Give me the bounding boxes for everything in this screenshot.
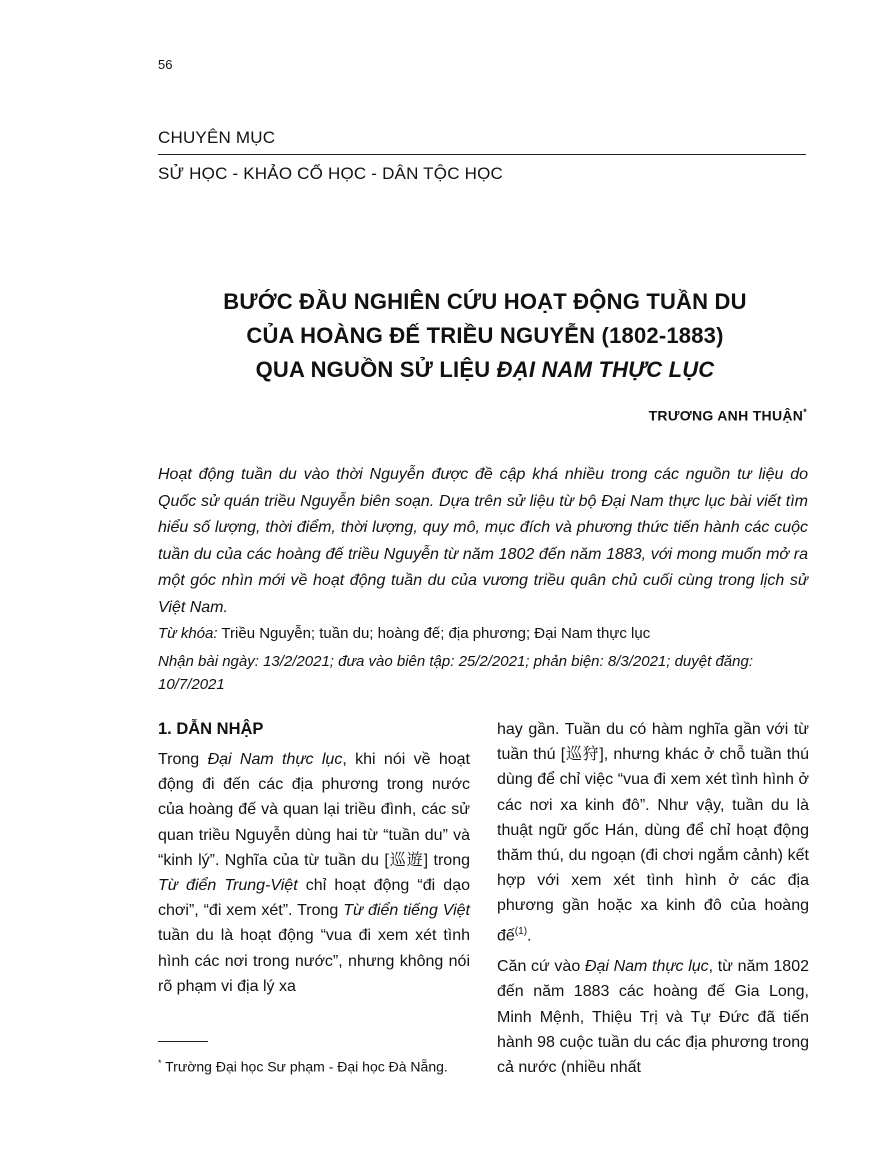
footnote-mark: * <box>158 1058 162 1068</box>
column-right <box>497 717 809 1086</box>
title-line-2: CỦA HOÀNG ĐẾ TRIỀU NGUYỄN (1802-1883) <box>246 323 724 348</box>
header-divider <box>158 154 806 155</box>
text-run-italic: Từ điển tiếng Việt <box>343 902 471 920</box>
text-run: , từ năm 1802 đến năm 1883 các hoàng đế Gia Long, Minh Mệnh, Thiệu Trị và Tự Đức đã tiến hành 98 cuộc tuần du các địa phương trong cả nước (nhiều nhất <box>497 958 810 1076</box>
footnote-divider <box>158 1041 208 1042</box>
text-run-italic: Đại Nam thực lục <box>207 751 343 768</box>
section-label: CHUYÊN MỤC <box>158 128 276 147</box>
text-run-italic: Từ điển Trung-Việt <box>158 877 298 895</box>
submission-dates: Nhận bài ngày: 13/2/2021; đưa vào biên tập: 25/2/2021; phản biện: 8/3/2021; duyệt đăng: 10/7/2021 <box>158 653 753 693</box>
article-title <box>150 285 820 387</box>
section-heading: 1. DẪN NHẬP <box>158 720 264 738</box>
footnote <box>158 1053 470 1077</box>
footnote-ref: (1) <box>514 925 528 937</box>
keywords-value: Triều Nguyễn; tuần du; hoàng đế; địa phương; Đại Nam thực lục <box>217 625 651 642</box>
page-number: 56 <box>158 57 173 72</box>
title-line-3-prefix: QUA NGUỒN SỬ LIỆU <box>255 357 497 382</box>
paragraph-1 <box>158 747 470 999</box>
text-run: Trong <box>158 751 208 768</box>
text-run: , khi nói về hoạt động đi đến các địa phương trong nước của hoàng đế và quan lại triều đình, các sử quan triều Nguyễn dùng hai từ “tuần du” và “kinh lý”. Nghĩa của từ tuần du [巡遊] trong <box>158 751 470 869</box>
section-name: SỬ HỌC - KHẢO CỔ HỌC - DÂN TỘC HỌC <box>158 164 503 183</box>
text-run: tuần du là hoạt động “vua đi xem xét tình hình các nơi trong nước”, nhưng không nói rõ phạm vi địa lý xa <box>158 927 470 995</box>
column-left <box>158 717 470 1005</box>
abstract: Hoạt động tuần du vào thời Nguyễn được đề cập khá nhiều trong các nguồn tư liệu do Quốc sử quán triều Nguyễn biên soạn. Dựa trên sử liệu từ bộ Đại Nam thực lục bài viết tìm hiểu số lượng, thời điểm, thời lượng, quy mô, mục đích và phương thức tiến hành các cuộc tuần du của các hoàng đế triều Nguyễn từ năm 1802 đến năm 1883, với mong muốn mở ra một góc nhìn mới về hoạt động tuần du của vương triều quân chủ cuối cùng trong lịch sử Việt Nam. <box>158 466 808 616</box>
author-footnote-mark: * <box>803 407 807 417</box>
title-line-1: BƯỚC ĐẦU NGHIÊN CỨU HOẠT ĐỘNG TUẦN DU <box>223 289 747 314</box>
text-run: Căn cứ vào <box>497 958 585 976</box>
text-run: . <box>527 926 532 944</box>
keywords <box>158 622 808 645</box>
paragraph-1-continued <box>497 717 809 948</box>
author <box>649 407 807 424</box>
text-run: chỉ hoạt động “đi dạo chơi”, “đi xem xét”. Trong <box>158 877 470 920</box>
keywords-label: Từ khóa: <box>158 625 218 642</box>
author-name: TRƯƠNG ANH THUẬN <box>648 407 804 424</box>
text-run-italic: Đại Nam thực lục <box>584 958 709 976</box>
title-source-name: ĐẠI NAM THỰC LỤC <box>496 357 715 382</box>
paragraph-2 <box>497 954 809 1080</box>
text-run: hay gần. Tuần du có hàm nghĩa gần với từ tuần thú [巡狩], nhưng khác ở chỗ tuần thú dùng để chỉ việc “vua đi xem xét tình hình ở các nơi xa kinh đô”. Như vậy, tuần du là thuật ngữ gốc Hán, dùng để chỉ hoạt động thăm thú, du ngoạn (đi chơi ngắm cảnh) kết hợp với xem xét tình hình ở các địa phương gần hoặc xa kinh đô của hoàng đế <box>497 721 809 944</box>
title-line-3 <box>150 353 820 387</box>
footnote-text: Trường Đại học Sư phạm - Đại học Đà Nẵng. <box>161 1058 448 1075</box>
